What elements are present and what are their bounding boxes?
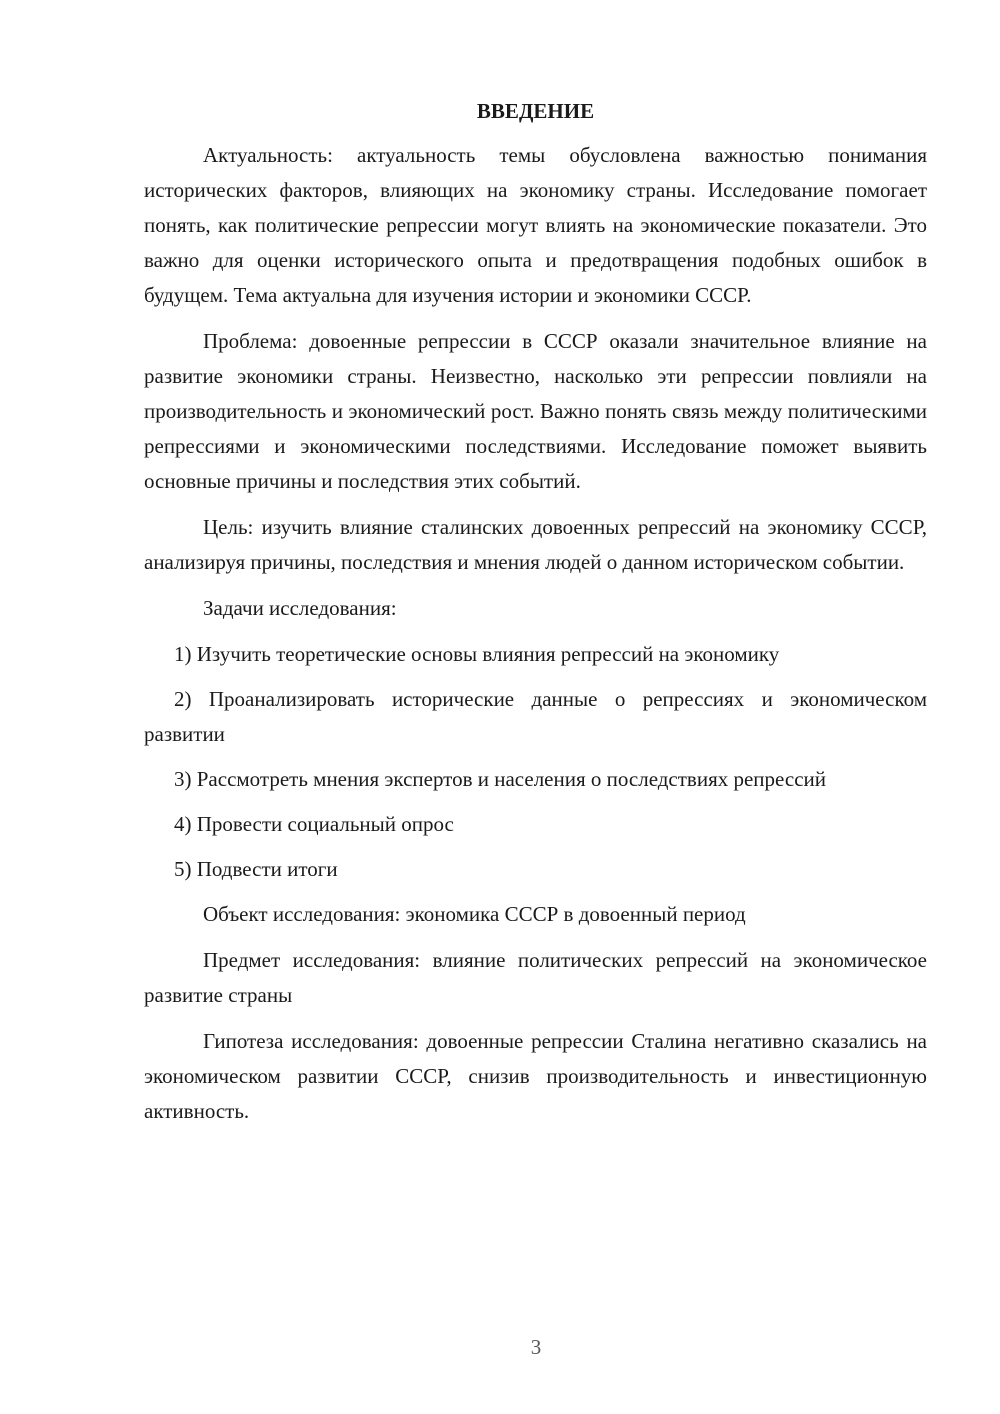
task-item-1: 1) Изучить теоретические основы влияния репрессий на экономику — [174, 642, 780, 666]
page-content — [144, 96, 927, 1140]
task-item-5: 5) Подвести итоги — [174, 857, 338, 881]
section-heading: ВВЕДЕНИЕ — [476, 99, 595, 123]
tasks-heading: Задачи исследования: — [203, 596, 397, 620]
object-paragraph: Объект исследования: экономика СССР в довоенный период — [203, 902, 746, 926]
relevance-paragraph: Актуальность: актуальность темы обусловлена важностью понимания исторических факторов, влияющих на экономику страны. Исследование помогает понять, как политические репрессии могут влиять на экономические показатели. Это важно для оценки исторического опыта и предотвращения подобных ошибок в будущем. Тема актуальна для изучения истории и экономики СССР. — [144, 143, 927, 307]
task-item-3: 3) Рассмотреть мнения экспертов и населения о последствиях репрессий — [174, 767, 827, 791]
subject-paragraph: Предмет исследования: влияние политических репрессий на экономическое развитие страны — [144, 948, 927, 1007]
page-number: 3 — [530, 1335, 542, 1359]
problem-paragraph: Проблема: довоенные репрессии в СССР оказали значительное влияние на развитие экономики страны. Неизвестно, насколько эти репрессии повлияли на производительность и экономический рост. Важно понять связь между политическими репрессиями и экономическими последствиями. Исследование поможет выявить основные причины и последствия этих событий. — [144, 329, 927, 493]
task-item-2: 2) Проанализировать исторические данные о репрессиях и экономическом развитии — [144, 687, 927, 746]
goal-paragraph: Цель: изучить влияние сталинских довоенных репрессий на экономику СССР, анализируя причины, последствия и мнения людей о данном историческом событии. — [144, 515, 927, 574]
hypothesis-paragraph: Гипотеза исследования: довоенные репрессии Сталина негативно сказались на экономическом развитии СССР, снизив производительность и инвестиционную активность. — [144, 1029, 927, 1123]
task-item-4: 4) Провести социальный опрос — [174, 812, 454, 836]
